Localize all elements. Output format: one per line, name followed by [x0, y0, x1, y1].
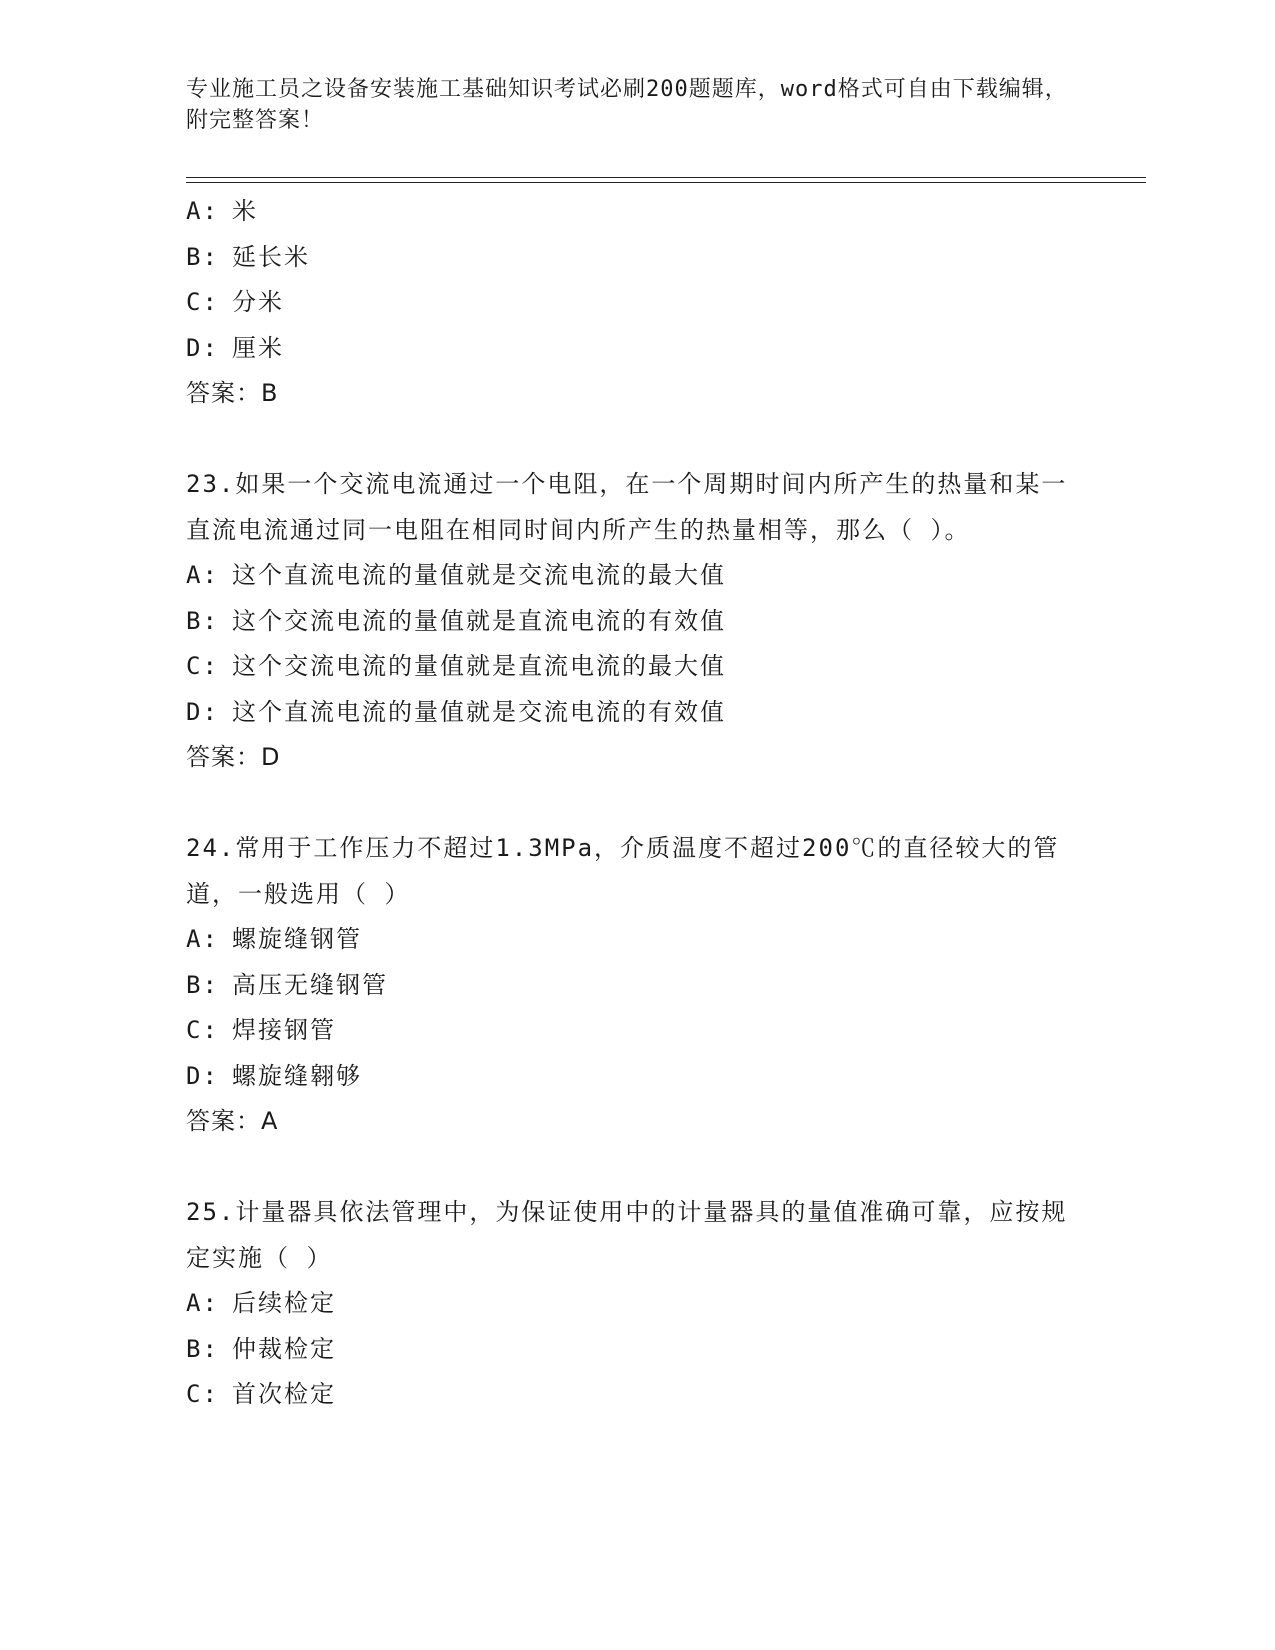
spacer	[186, 1145, 1086, 1191]
option-b: B: 高压无缝钢管	[186, 970, 388, 999]
option-c: C: 分米	[186, 288, 284, 316]
option-d: D: 厘米	[186, 333, 284, 362]
option-b: B: 这个交流电流的量值就是直流电流的有效值	[186, 606, 726, 635]
document-header: 专业施工员之设备安装施工基础知识考试必刷200题题库，word格式可自由下载编辑，附完整答案！	[186, 77, 1068, 133]
answer-line: 答案：B	[186, 379, 279, 407]
question-content	[186, 189, 1086, 1418]
answer-line: 答案：A	[186, 1107, 279, 1135]
header-divider-top	[186, 177, 1146, 178]
answer-line: 答案：D	[186, 743, 281, 771]
question-23-text: 23.如果一个交流电流通过一个电阻，在一个周期时间内所产生的热量和某一直流电流通过同一电阻在相同时间内所产生的热量相等，那么（ ）。	[186, 470, 1068, 544]
option-a: A: 后续检定	[186, 1289, 336, 1317]
option-d: D: 这个直流电流的量值就是交流电流的有效值	[186, 697, 726, 726]
spacer	[186, 417, 1086, 463]
option-c: C: 这个交流电流的量值就是直流电流的最大值	[186, 652, 726, 680]
option-b: B: 延长米	[186, 242, 310, 271]
option-c: C: 首次检定	[186, 1380, 336, 1408]
option-b: B: 仲裁检定	[186, 1334, 336, 1363]
option-a: A: 这个直流电流的量值就是交流电流的最大值	[186, 561, 726, 589]
option-c: C: 焊接钢管	[186, 1016, 336, 1044]
question-24-text: 24.常用于工作压力不超过1.3MPa，介质温度不超过200℃的直径较大的管道，一般选用（ ）	[186, 834, 1060, 908]
spacer	[186, 781, 1086, 827]
option-d: D: 螺旋缝翱够	[186, 1061, 362, 1090]
option-a: A: 米	[186, 197, 258, 225]
option-a: A: 螺旋缝钢管	[186, 925, 362, 953]
question-25-text: 25.计量器具依法管理中，为保证使用中的计量器具的量值准确可靠，应按规定实施（ ）	[186, 1198, 1068, 1272]
header-divider-bottom	[186, 182, 1146, 183]
